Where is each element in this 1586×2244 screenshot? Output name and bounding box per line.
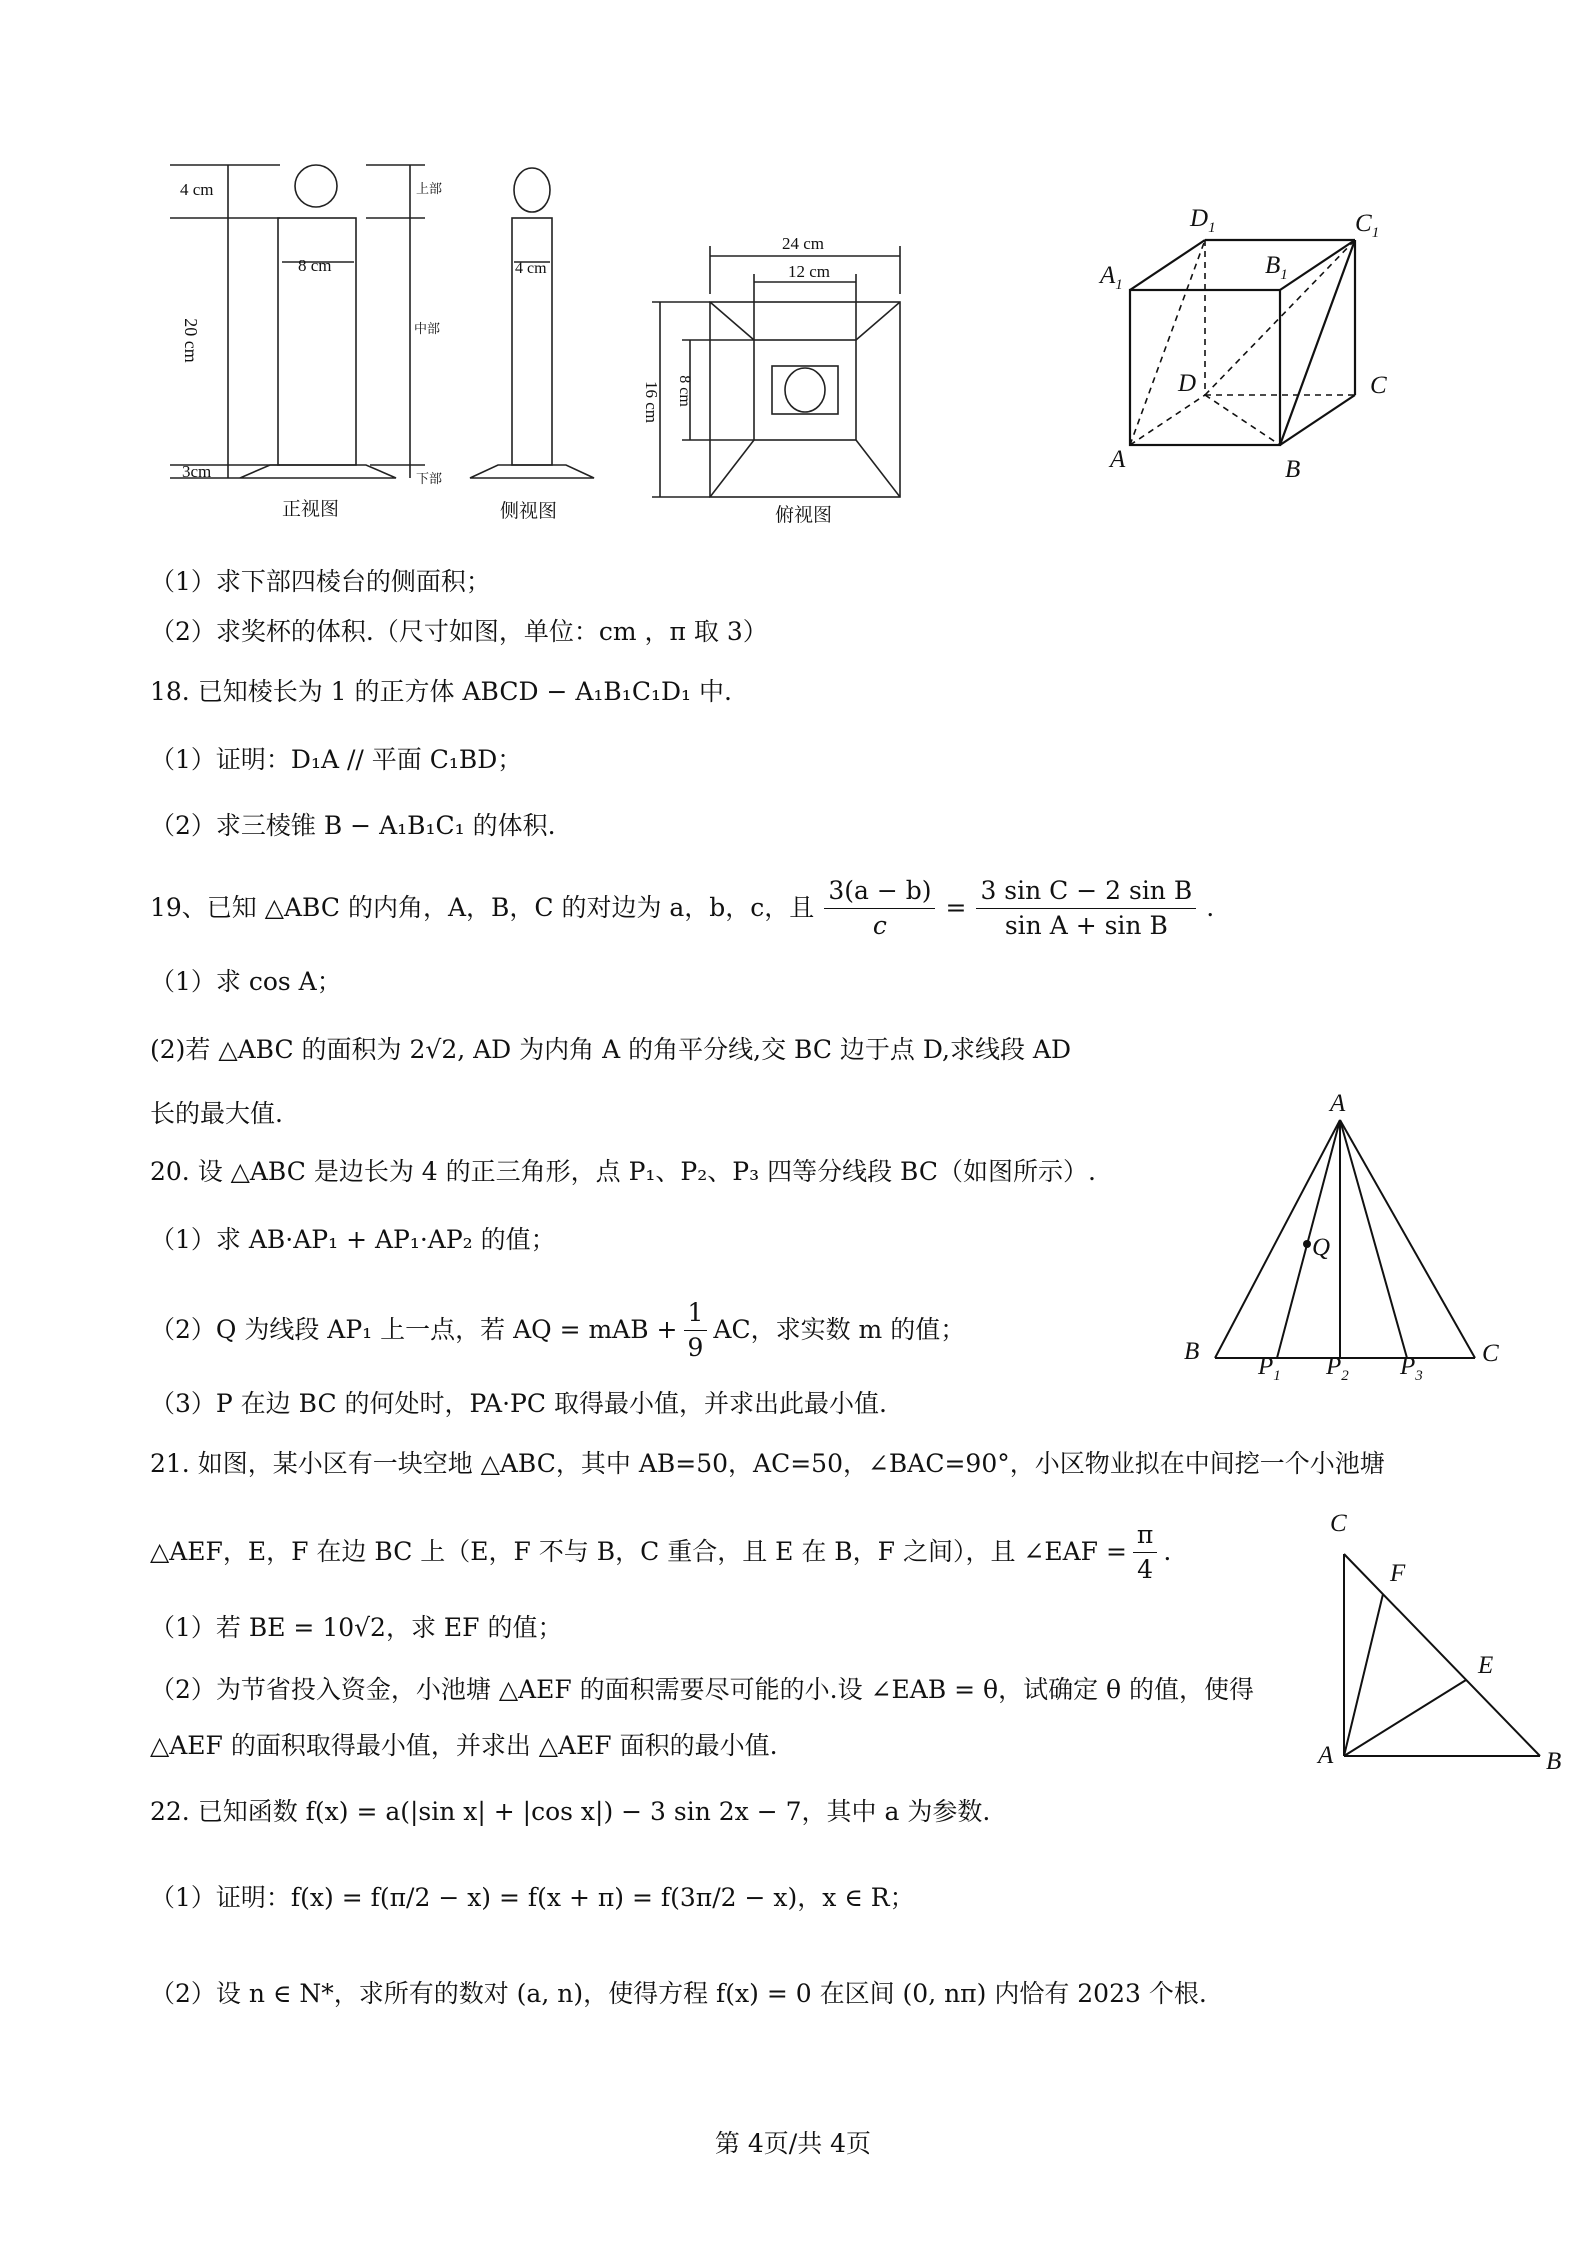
fraction-1-9 [684, 1296, 708, 1365]
part-label-top: 上部 [416, 182, 443, 197]
question-20: 20. 设 △ABC 是边长为 4 的正三角形，点 P₁、P₂、P₃ 四等分线段 BC（如图所示）. [150, 1157, 1096, 1186]
tri20-label-B: B [1184, 1338, 1200, 1365]
question-18: 18. 已知棱长为 1 的正方体 ABCD − A₁B₁C₁D₁ 中. [150, 677, 732, 706]
tri20-label-P1: $P_1$ [1258, 1353, 1281, 1384]
tri21-label-F: F [1390, 1560, 1406, 1587]
question-19-part-2-cont: 长的最大值. [150, 1099, 283, 1128]
question-17-part-2: （2）求奖杯的体积.（尺寸如图，单位：cm ，π 取 3） [150, 617, 768, 646]
fraction-1 [824, 874, 935, 943]
tri21-label-B: B [1546, 1748, 1562, 1775]
question-20-part-1: （1）求 AB·AP₁ + AP₁·AP₂ 的值； [150, 1225, 556, 1254]
part-label-middle: 中部 [414, 322, 441, 337]
fraction-1-numerator: 3(a − b) [824, 874, 935, 909]
part-label-bottom: 下部 [416, 472, 443, 487]
question-22-part-2: （2）设 n ∈ N*，求所有的数对 (a, n)，使得方程 f(x) = 0 在区间 (0, nπ) 内恰有 2023 个根. [150, 1979, 1207, 2008]
dim-label-3cm: 3cm [182, 462, 212, 481]
dim-label-8cm: 8 cm [298, 256, 332, 275]
question-17-part-1: （1）求下部四棱台的侧面积； [150, 567, 491, 596]
question-22-part-1: （1）证明：f(x) = f(π/2 − x) = f(x + π) = f(3π/2 − x)，x ∈ R； [150, 1883, 915, 1912]
fraction-1-9-denominator: 9 [687, 1332, 704, 1362]
cube-label-D1: $D_1$ [1190, 205, 1216, 236]
question-18-part-2: （2）求三棱锥 B − A₁B₁C₁ 的体积. [150, 811, 556, 840]
question-21-cont-text: △AEF，E，F 在边 BC 上（E，F 不与 B，C 重合，且 E 在 B，F 之间），且 ∠EAF = [150, 1537, 1127, 1566]
dim-label-16cm: 16 cm [642, 380, 662, 424]
cube-label-A1: $A_1$ [1100, 262, 1123, 293]
question-21-part-1: （1）若 BE = 10√2，求 EF 的值； [150, 1613, 563, 1642]
fraction-pi-4-numerator: π [1133, 1518, 1157, 1553]
cube-label-B: B [1285, 456, 1301, 483]
equilateral-triangle-figure [1185, 1100, 1485, 1390]
period-21: . [1163, 1537, 1172, 1566]
question-20-part-2-tail: AC，求实数 m 的值； [713, 1315, 966, 1344]
question-19-text: 19、已知 △ABC 的内角，A，B，C 的对边为 a，b，c，且 [150, 893, 815, 922]
question-21-cont [150, 1512, 1171, 1592]
front-view-caption: 正视图 [282, 498, 340, 520]
fraction-pi-4 [1133, 1518, 1157, 1587]
fraction-pi-4-denominator: 4 [1137, 1554, 1154, 1584]
top-view-caption: 俯视图 [775, 504, 833, 526]
tri20-label-P2: $P_2$ [1326, 1353, 1349, 1384]
right-triangle-figure [1320, 1530, 1560, 1790]
tri21-label-A: A [1318, 1742, 1334, 1769]
dim-label-24cm: 24 cm [782, 234, 825, 253]
question-19 [150, 868, 1214, 948]
tri20-label-C: C [1482, 1340, 1499, 1367]
tri21-label-C: C [1330, 1510, 1347, 1537]
cube-label-C: C [1370, 372, 1387, 399]
fraction-2-numerator: 3 sin C − 2 sin B [976, 874, 1196, 909]
dim-label-12cm: 12 cm [788, 262, 831, 281]
cube-figure [1095, 205, 1425, 485]
fraction-1-denominator: c [872, 910, 887, 940]
dim-label-8cm-top: 8 cm [675, 375, 693, 407]
period: . [1206, 893, 1215, 922]
tri20-label-P3: $P_3$ [1400, 1353, 1423, 1384]
question-22: 22. 已知函数 f(x) = a(|sin x| + |cos x|) − 3 sin 2x − 7，其中 a 为参数. [150, 1797, 991, 1826]
dim-label-4cm: 4 cm [180, 180, 214, 199]
fraction-2 [976, 874, 1196, 943]
question-20-part-2-text: （2）Q 为线段 AP₁ 上一点，若 AQ = mAB + [150, 1315, 678, 1344]
cube-label-D: D [1178, 370, 1197, 397]
equals-sign: = [945, 893, 967, 922]
question-21-part-2: （2）为节省投入资金，小池塘 △AEF 的面积需要尽可能的小.设 ∠EAB = θ，试确定 θ 的值，使得 △AEF 的面积取得最小值，并求出 △AEF 面积的最小值. [150, 1675, 1255, 1760]
cube-label-A: A [1110, 446, 1126, 473]
fraction-2-denominator: sin A + sin B [1004, 910, 1168, 940]
cube-label-C1: $C_1$ [1355, 210, 1380, 241]
cube-label-B1: $B_1$ [1265, 252, 1288, 283]
dim-label-4cm-side: 4 cm [515, 260, 547, 277]
tri20-label-Q: Q [1312, 1234, 1331, 1261]
question-20-part-2 [150, 1290, 965, 1370]
side-view-caption: 侧视图 [500, 500, 558, 522]
question-20-part-3: （3）P 在边 BC 的何处时，PA·PC 取得最小值，并求出此最小值. [150, 1389, 887, 1418]
question-19-part-2: (2)若 △ABC 的面积为 2√2, AD 为内角 A 的角平分线,交 BC 边于点 D,求线段 AD [150, 1035, 1072, 1064]
page-footer: 第 4页/共 4页 [714, 2129, 872, 2158]
question-18-part-1: （1）证明：D₁A // 平面 C₁BD； [150, 745, 523, 774]
question-19-part-1: （1）求 cos A； [150, 967, 342, 996]
tri21-label-E: E [1478, 1652, 1494, 1679]
dim-label-20cm: 20 cm [180, 318, 201, 363]
fraction-1-9-numerator: 1 [684, 1296, 708, 1331]
question-21: 21. 如图，某小区有一块空地 △ABC，其中 AB=50，AC=50，∠BAC=90°，小区物业拟在中间挖一个小池塘 [150, 1449, 1385, 1478]
tri20-label-A: A [1330, 1090, 1346, 1117]
